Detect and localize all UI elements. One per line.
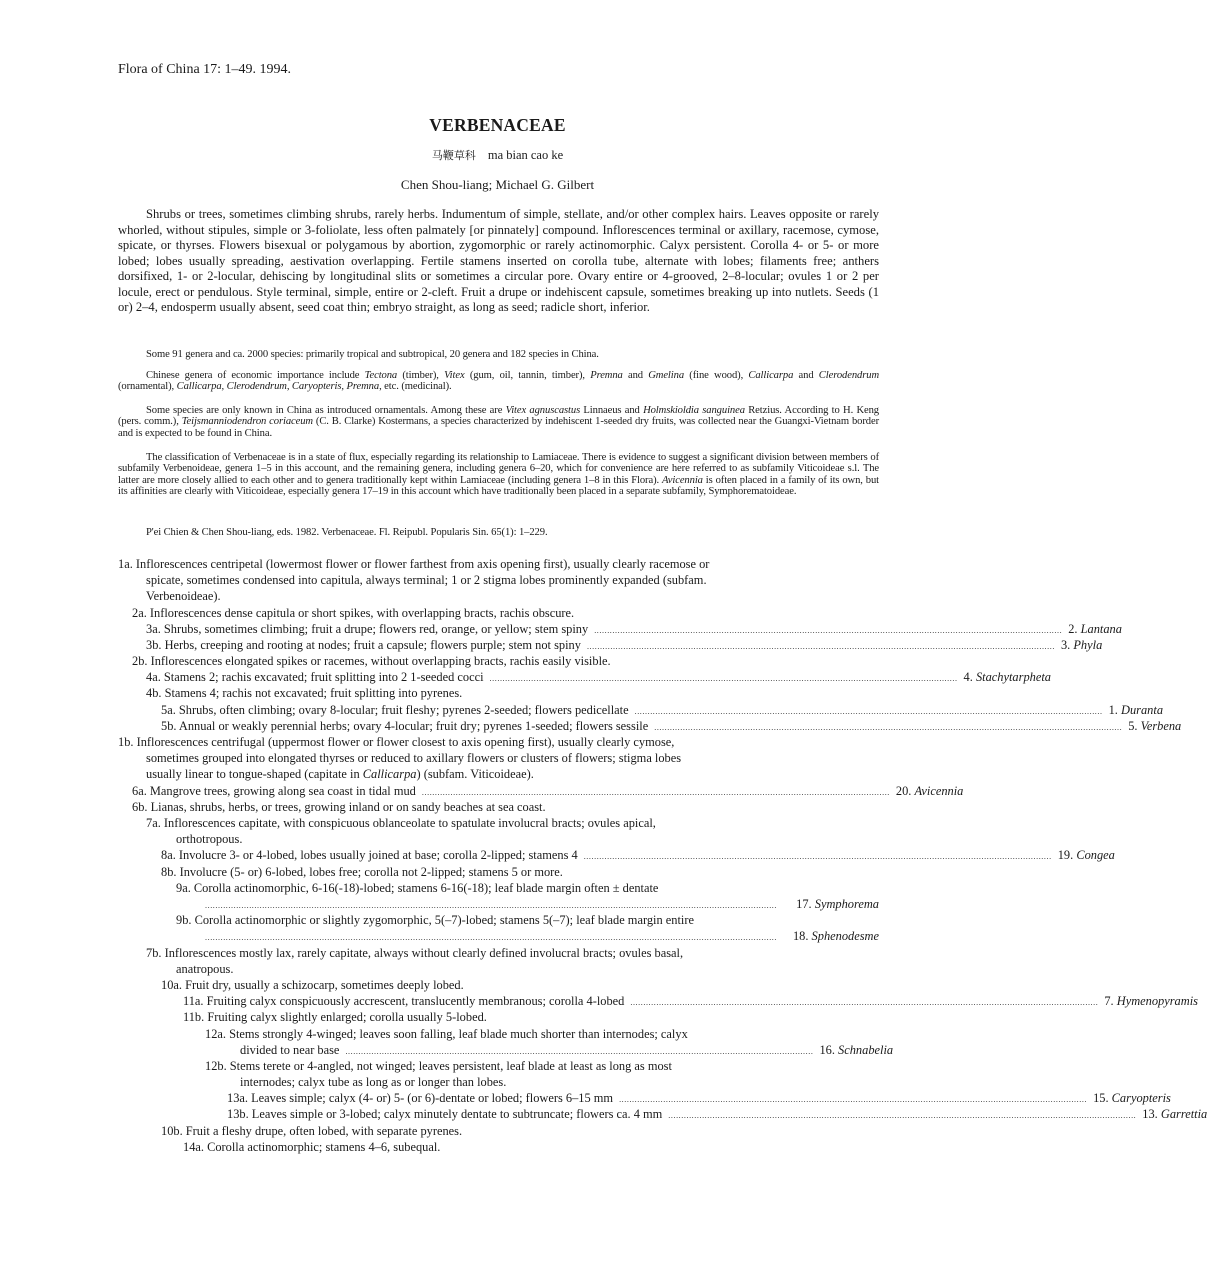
genus-name: Hymenopyramis bbox=[1116, 994, 1198, 1008]
leader-dots: .................................................................................................................................................................................... bbox=[634, 707, 1103, 716]
key-line: 10b. Fruit a fleshy drupe, often lobed, with separate pyrenes. bbox=[161, 1124, 463, 1138]
leader-dots: .................................................................................................................................................................................... bbox=[619, 1095, 1088, 1104]
key-line: Verbenoideae). bbox=[146, 589, 221, 603]
key-line: 9b. Corolla actinomorphic or slightly zygomorphic, 5(–7)-lobed; stamens 5(–7); leaf blade margin entire bbox=[176, 913, 694, 927]
key-lead: 6a. Mangrove trees, growing along sea coast in tidal mud .................................................................................................................................................................................... 20. Avicennia bbox=[132, 783, 879, 801]
key-line: 1b. Inflorescences centrifugal (uppermost flower or flower closest to axis opening first), usually clearly cymose, bbox=[118, 735, 675, 749]
key-lead: 5a. Shrubs, often climbing; ovary 8-locular; fruit fleshy; pyrenes 2-seeded; flowers pedicellate .................................................................................................................................................................................... 1. Duranta bbox=[161, 702, 879, 720]
leader-dots: .................................................................................................................................................................................... bbox=[583, 852, 1052, 861]
key-line: 1a. Inflorescences centripetal (lowermost flower or flower farthest from axis opening first), usually clearly racemose or bbox=[118, 557, 710, 571]
citation: Flora of China 17: 1–49. 1994. bbox=[118, 62, 292, 77]
key-line: 7b. Inflorescences mostly lax, rarely capitate, always without clearly defined involucral bracts; ovules basal, bbox=[146, 946, 684, 960]
key-line: 10a. Fruit dry, usually a schizocarp, sometimes deeply lobed. bbox=[161, 978, 464, 992]
key-lead: ............................................................................................................................................................................................................................ 17. Symphorema bbox=[205, 896, 879, 914]
key-line: internodes; calyx tube as long as or longer than lobes. bbox=[240, 1075, 507, 1089]
chinese-name-line bbox=[0, 147, 995, 163]
key-lead: 3b. Herbs, creeping and rooting at nodes; fruit a capsule; flowers purple; stem not spiny .................................................................................................................................................................................... 3. Phyla bbox=[146, 637, 879, 655]
genus-name: Congea bbox=[1076, 848, 1115, 862]
key-line: 12b. Stems terete or 4-angled, not winged; leaves persistent, leaf blade at least as long as most bbox=[205, 1059, 672, 1073]
key-line: 2a. Inflorescences dense capitula or short spikes, with overlapping bracts, rachis obscure. bbox=[132, 606, 575, 620]
key-lead: 11a. Fruiting calyx conspicuously accrescent, translucently membranous; corolla 4-lobed .................................................................................................................................................................................... 7. Hymenopyramis bbox=[183, 993, 879, 1011]
key-lead: divided to near base .................................................................................................................................................................................... 16. Schnabelia bbox=[240, 1042, 879, 1060]
genus-name: Lantana bbox=[1080, 622, 1122, 636]
key-line: 8b. Involucre (5- or) 6-lobed, lobes free; corolla not 2-lipped; stamens 5 or more. bbox=[161, 865, 563, 879]
genus-name: Caryopteris bbox=[1111, 1091, 1171, 1105]
note-reference: P'ei Chien & Chen Shou-liang, eds. 1982. Verbenaceae. Fl. Reipubl. Popularis Sin. 65(1): 1–229. bbox=[146, 527, 548, 538]
note-classification: The classification of Verbenaceae is in a state of flux, especially regarding its relationship to Lamiaceae. There is evidence to suggest a significant division between members of subfamily Verbenoideae, genera 1–5 in this account, and the remaining genera, including genera 6–20, which for convenience are here referred to as subfamily Viticoideae s.l. The latter are more closely allied to each other and to genera traditionally kept within Lamiaceae (including genera 1–8 in this Flora). Avicennia is often placed in a family of its own, but its affinities are clearly with Viticoideae, especially genera 17–19 in this account which have traditionally been placed in a separate subfamily, Symphorematoideae. bbox=[118, 452, 880, 497]
key-line: spicate, sometimes condensed into capitula, always terminal; 1 or 2 stigma lobes prominently expanded (subfam. bbox=[146, 573, 707, 587]
key-lead: 13a. Leaves simple; calyx (4- or) 5- (or 6)-dentate or lobed; flowers 6–15 mm .................................................................................................................................................................................... 15. Caryopteris bbox=[227, 1090, 879, 1108]
genus-name: Schnabelia bbox=[838, 1043, 894, 1057]
key-line: 11b. Fruiting calyx slightly enlarged; corolla usually 5-lobed. bbox=[183, 1010, 487, 1024]
leader-dots: .................................................................................................................................................................................... bbox=[668, 1111, 1137, 1120]
key-line: sometimes grouped into elongated thyrses or reduced to axillary flowers or clusters of flowers; stigma lobes bbox=[146, 751, 682, 765]
key-line: 14a. Corolla actinomorphic; stamens 4–6, subequal. bbox=[183, 1140, 441, 1154]
key-lead: 3a. Shrubs, sometimes climbing; fruit a drupe; flowers red, orange, or yellow; stem spiny .................................................................................................................................................................................... 2. Lantana bbox=[146, 621, 879, 639]
leader-dots: .................................................................................................................................................................................... bbox=[630, 998, 1099, 1007]
genus-name: Garrettia bbox=[1160, 1107, 1207, 1121]
leader-dots: ............................................................................................................................................................................................................................ bbox=[205, 933, 777, 942]
authors: Chen Shou-liang; Michael G. Gilbert bbox=[400, 177, 595, 192]
leader-dots: ............................................................................................................................................................................................................................ bbox=[205, 901, 777, 910]
leader-dots: .................................................................................................................................................................................... bbox=[421, 788, 890, 797]
leader-dots: .................................................................................................................................................................................... bbox=[489, 674, 958, 683]
key-lead: 4a. Stamens 2; rachis excavated; fruit splitting into 2 1-seeded cocci .................................................................................................................................................................................... 4. Stachytarpheta bbox=[146, 669, 879, 687]
key-line: 9a. Corolla actinomorphic, 6-16(-18)-lobed; stamens 6-16(-18); leaf blade margin often ± dentate bbox=[176, 881, 659, 895]
pinyin-name: ma bian cao ke bbox=[487, 148, 564, 162]
family-title: VERBENACEAE bbox=[429, 115, 566, 135]
leader-dots: .................................................................................................................................................................................... bbox=[594, 626, 1063, 635]
key-line: 2b. Inflorescences elongated spikes or racemes, without overlapping bracts, rachis easily visible. bbox=[132, 654, 611, 668]
key-line: 4b. Stamens 4; rachis not excavated; fruit splitting into pyrenes. bbox=[146, 686, 463, 700]
genus-name: Avicennia bbox=[914, 784, 964, 798]
genus-name: Stachytarpheta bbox=[975, 670, 1051, 684]
genus-name: Symphorema bbox=[814, 897, 879, 911]
genus-name: Phyla bbox=[1073, 638, 1103, 652]
note-introduced: Some species are only known in China as introduced ornamentals. Among these are Vitex agnuscastus Linnaeus and Holmskioldia sanguinea Retzius. According to H. Keng (pers. comm.), Teijsmanniodendron coriaceum (C. B. Clarke) Kostermans, a species characterized by indehiscent 1-seeded dry fruits, was collected near the Guangxi-Vietnam border and is expected to be found in China. bbox=[118, 405, 879, 439]
key-line: 7a. Inflorescences capitate, with conspicuous oblanceolate to spatulate involucral bracts; ovules apical, bbox=[146, 816, 656, 830]
key-line: 6b. Lianas, shrubs, herbs, or trees, growing inland or on sandy beaches at sea coast. bbox=[132, 800, 546, 814]
key-lead: 5b. Annual or weakly perennial herbs; ovary 4-locular; fruit dry; pyrenes 1-seeded; flowers sessile .................................................................................................................................................................................... 5. Verbena bbox=[161, 718, 879, 736]
genus-name: Duranta bbox=[1121, 703, 1164, 717]
leader-dots: .................................................................................................................................................................................... bbox=[654, 723, 1123, 732]
leader-dots: .................................................................................................................................................................................... bbox=[586, 642, 1055, 651]
key-line: orthotropous. bbox=[176, 832, 243, 846]
key-line: 12a. Stems strongly 4-winged; leaves soon falling, leaf blade much shorter than internodes; calyx bbox=[205, 1027, 688, 1041]
note-distribution: Some 91 genera and ca. 2000 species: primarily tropical and subtropical, 20 genera and 182 species in China. bbox=[146, 349, 599, 360]
leader-dots: .................................................................................................................................................................................... bbox=[345, 1047, 814, 1056]
key-lead: 8a. Involucre 3- or 4-lobed, lobes usually joined at base; corolla 2-lipped; stamens 4 .................................................................................................................................................................................... 19. Congea bbox=[161, 847, 879, 865]
key-lead: ............................................................................................................................................................................................................................ 18. Sphenodesme bbox=[205, 928, 879, 946]
chinese-name: 马鞭草科 bbox=[431, 149, 476, 162]
key-line: usually linear to tongue-shaped (capitate in Callicarpa) (subfam. Viticoideae). bbox=[146, 767, 534, 781]
genus-name: Verbena bbox=[1140, 719, 1182, 733]
key-lead: 13b. Leaves simple or 3-lobed; calyx minutely dentate to subtruncate; flowers ca. 4 mm .................................................................................................................................................................................... 13. Garrettia bbox=[227, 1106, 879, 1124]
family-description: Shrubs or trees, sometimes climbing shrubs, rarely herbs. Indumentum of simple, stellate, and/or other complex hairs. Leaves opposite or rarely whorled, without stipules, simple or 3-foliolate, less often palmately [or pinnately] compound. Inflorescences terminal or axillary, racemose, cymose, spicate, or thyrses. Flowers bisexual or polygamous by abortion, zygomorphic or rarely actinomorphic. Calyx persistent. Corolla 4- or 5- or more lobed; lobes usually spreading, aestivation overlapping. Fertile stamens inserted on corolla tube, alternate with lobes; filaments free; anthers dorsifixed, 1- or 2-locular, dehiscing by longitudinal slits or sometimes a circular pore. Ovary entire or 4-grooved, 2–8-locular; ovules 1 or 2 per locule, erect or pendulous. Style terminal, simple, entire or 2-cleft. Fruit a drupe or indehiscent capsule, sometimes breaking up into nutlets. Seeds (1 or) 2–4, endosperm usually absent, seed coat thin; embryo straight, as long as seed; radicle short, inferior. bbox=[118, 207, 879, 314]
note-economic: Chinese genera of economic importance include Tectona (timber), Vitex (gum, oil, tannin, timber), Premna and Gmelina (fine wood), Callicarpa and Clerodendrum (ornamental), Callicarpa, Clerodendrum, Caryopteris, Premna, etc. (medicinal). bbox=[118, 370, 879, 393]
key-line: anatropous. bbox=[176, 962, 234, 976]
genus-name: Sphenodesme bbox=[811, 929, 879, 943]
